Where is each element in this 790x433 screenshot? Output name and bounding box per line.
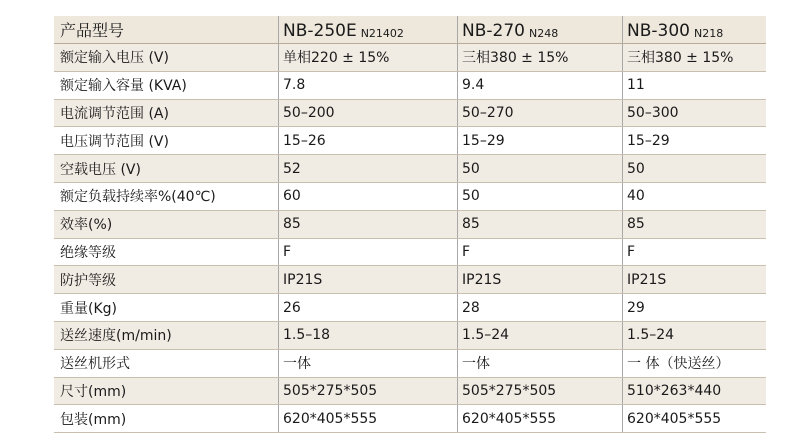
row-value-model-2: 15–29 <box>457 127 622 154</box>
row-value-model-2: F <box>457 239 622 266</box>
row-value-model-2: 50 <box>457 155 622 182</box>
row-value-model-1: 52 <box>278 155 457 182</box>
table-row <box>54 378 766 406</box>
row-value-model-1: 一体 <box>278 350 457 377</box>
row-label: 电流调节范围 (A) <box>60 105 169 122</box>
row-value-model-3: IP21S <box>622 266 766 293</box>
row-value-model-2: 1.5–24 <box>457 322 622 349</box>
row-label: 额定输入容量 (KVA) <box>60 78 187 95</box>
header-model-1 <box>278 16 457 43</box>
row-label: 空载电压 (V) <box>60 161 141 178</box>
row-label: 送丝速度(m/min) <box>60 328 172 345</box>
row-value-model-2: 505*275*505 <box>457 378 622 405</box>
row-value-model-3: 40 <box>622 183 766 210</box>
model-name: NB-250E <box>283 21 357 41</box>
table-header <box>54 16 766 44</box>
row-label: 电压调节范围 (V) <box>60 133 169 150</box>
row-label: 送丝机形式 <box>60 356 130 373</box>
row-value-model-1: 620*405*555 <box>278 405 457 432</box>
row-value-model-3: 11 <box>622 72 766 99</box>
header-model-2 <box>457 16 622 43</box>
model-code: N21402 <box>360 27 404 40</box>
row-label: 额定负载持续率%(40℃) <box>60 189 216 206</box>
row-value-model-3: 29 <box>622 294 766 321</box>
row-value-model-2: 28 <box>457 294 622 321</box>
table-row <box>54 211 766 239</box>
table-row <box>54 266 766 294</box>
row-value-model-1: 505*275*505 <box>278 378 457 405</box>
row-value-model-1: 单相220 ± 15% <box>278 44 457 71</box>
model-code: N248 <box>528 27 559 40</box>
model-name: NB-270 <box>462 21 525 41</box>
table-row <box>54 239 766 267</box>
table-row <box>54 100 766 128</box>
table-row <box>54 294 766 322</box>
row-value-model-1: 26 <box>278 294 457 321</box>
row-value-model-3: 1.5–24 <box>622 322 766 349</box>
table-row <box>54 127 766 155</box>
model-name: NB-300 <box>627 21 690 41</box>
header-model-3 <box>622 16 766 43</box>
table-row <box>54 72 766 100</box>
row-value-model-2: 50 <box>457 183 622 210</box>
header-label: 产品型号 <box>60 21 125 40</box>
row-value-model-1: IP21S <box>278 266 457 293</box>
row-value-model-3: 50 <box>622 155 766 182</box>
table-row <box>54 322 766 350</box>
row-value-model-1: 50–200 <box>278 100 457 127</box>
row-value-model-2: IP21S <box>457 266 622 293</box>
row-value-model-2: 85 <box>457 211 622 238</box>
row-label: 重量(Kg) <box>60 300 117 317</box>
row-value-model-1: 60 <box>278 183 457 210</box>
row-value-model-3: 15–29 <box>622 127 766 154</box>
row-value-model-3: 三相380 ± 15% <box>622 44 766 71</box>
table-row <box>54 44 766 72</box>
row-value-model-3: 一 体（快送丝） <box>622 350 766 377</box>
row-value-model-1: 7.8 <box>278 72 457 99</box>
row-label: 包装(mm) <box>60 411 127 428</box>
table-row <box>54 183 766 211</box>
row-value-model-3: 620*405*555 <box>622 405 766 432</box>
spec-table <box>54 16 766 433</box>
row-value-model-2: 三相380 ± 15% <box>457 44 622 71</box>
row-value-model-2: 一体 <box>457 350 622 377</box>
row-label: 尺寸(mm) <box>60 383 127 400</box>
row-value-model-2: 620*405*555 <box>457 405 622 432</box>
table-row <box>54 155 766 183</box>
row-value-model-1: F <box>278 239 457 266</box>
row-label: 额定输入电压 (V) <box>60 50 169 67</box>
table-row <box>54 405 766 433</box>
row-value-model-1: 15–26 <box>278 127 457 154</box>
row-value-model-1: 1.5–18 <box>278 322 457 349</box>
row-value-model-2: 9.4 <box>457 72 622 99</box>
model-code: N218 <box>693 27 724 40</box>
row-value-model-3: F <box>622 239 766 266</box>
table-body <box>54 44 766 433</box>
row-value-model-3: 510*263*440 <box>622 378 766 405</box>
row-value-model-3: 85 <box>622 211 766 238</box>
row-label: 绝缘等级 <box>60 244 116 261</box>
row-label: 防护等级 <box>60 272 116 289</box>
row-label: 效率(%) <box>60 217 113 234</box>
row-value-model-3: 50–300 <box>622 100 766 127</box>
row-value-model-2: 50–270 <box>457 100 622 127</box>
table-row <box>54 350 766 378</box>
row-value-model-1: 85 <box>278 211 457 238</box>
